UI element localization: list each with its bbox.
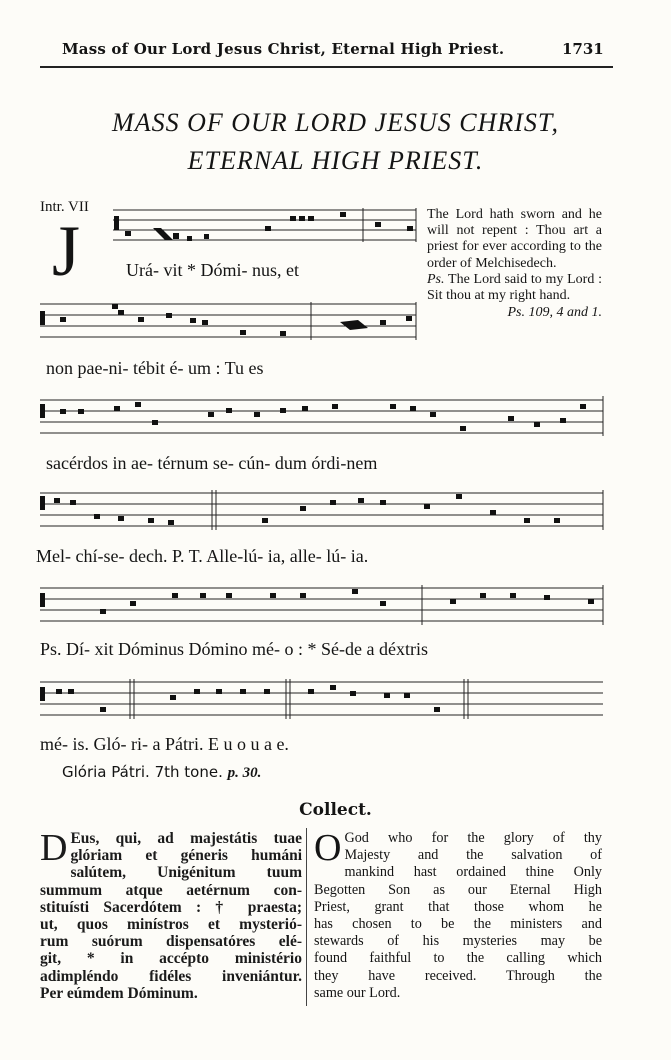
english-line: they have received. Through the <box>314 967 602 984</box>
gloria-page-ref: p. 30. <box>227 765 262 781</box>
chant-staff-6 <box>40 677 605 723</box>
chant-staff-5 <box>40 583 605 629</box>
column-divider <box>306 828 307 1006</box>
chant-staff-2 <box>40 300 418 346</box>
latin-line: rum suórum dispensatóres elé- <box>40 933 302 951</box>
page-number: 1731 <box>562 40 604 58</box>
english-line: same our Lord. <box>314 984 401 1001</box>
latin-line: ut, quos minístros et mysterió- <box>40 915 302 933</box>
latin-line: glóriam et géneris humáni <box>70 847 302 865</box>
scripture-reference: Ps. 109, 4 and 1. <box>507 305 602 321</box>
introit-lyric-2: non pae-ni- tébit é- um : Tu es <box>46 358 264 378</box>
latin-line: git, * in accépto ministério <box>40 950 302 968</box>
chant-staff-4 <box>40 488 605 536</box>
latin-drop-cap: D <box>40 827 68 869</box>
collect-english <box>314 827 602 1002</box>
mass-title-line2: ETERNAL HIGH PRIEST. <box>187 146 484 175</box>
staff-5-notation <box>40 583 605 629</box>
introit-lyric-4: Mel- chí-se- dech. P. T. Alle-lú- ia, alle- lú- ia. <box>36 546 369 566</box>
staff-3-notation <box>40 392 605 442</box>
gloria-note <box>62 763 261 782</box>
introit-lyric-5: Ps. Dí- xit Dóminus Dómino mé- o : * Sé-de a déxtris <box>40 639 428 659</box>
latin-line: adimpléndo fidéles inveniántur. <box>40 967 302 985</box>
introit-lyric-1: Urá- vit * Dómi- nus, et <box>126 260 299 280</box>
collect-latin <box>40 827 302 1002</box>
english-line: stewards of his mysteries may be <box>314 933 602 950</box>
latin-line: salútem, Unigénitum tuum <box>70 864 302 882</box>
latin-line: summum atque aetérnum con- <box>40 881 302 899</box>
translation-text: The Lord hath sworn and he will not repent : Thou art a priest for ever according to the order of Melchisedech. <box>427 207 602 271</box>
introit-mode-label: Intr. VII <box>40 199 89 215</box>
chant-staff-3 <box>40 392 605 442</box>
chant-staff-1 <box>113 208 418 246</box>
latin-line: Eus, qui, ad majestátis tuae <box>70 830 302 847</box>
latin-line: stituísti Sacerdótem : † praesta; <box>40 898 302 916</box>
staff-4-notation <box>40 488 605 536</box>
staff-2-notation <box>40 300 418 346</box>
introit-translation <box>427 207 602 321</box>
collect-heading: Collect. <box>299 800 372 820</box>
english-line: found faithful to the calling which <box>314 950 602 967</box>
psalm-text: The Lord said to my Lord : Sit thou at my right hand. <box>427 271 602 304</box>
latin-line: Per eúmdem Dóminum. <box>40 984 198 1002</box>
english-line: has chosen to be the ministers and <box>314 915 602 932</box>
running-header-title: Mass of Our Lord Jesus Christ, Eternal High Priest. <box>62 40 505 58</box>
staff-6-notation <box>40 677 605 723</box>
english-line: mankind hast ordained thine Only <box>344 864 602 881</box>
introit-lyric-3: sacérdos in ae- térnum se- cún- dum órdi-nem <box>46 453 378 473</box>
mass-title-line1: MASS OF OUR LORD JESUS CHRIST, <box>112 108 559 137</box>
introit-initial: J <box>52 211 81 291</box>
english-drop-cap: O <box>314 827 342 869</box>
english-line: Priest, grant that those whom he <box>314 898 602 915</box>
staff-1-notation <box>113 208 418 246</box>
psalm-label: Ps. <box>427 271 445 287</box>
gloria-note-text: Glória Pátri. 7th tone. <box>62 763 223 781</box>
english-line: God who for the glory of thy <box>344 830 602 846</box>
english-line: Majesty and the salvation of <box>344 847 602 864</box>
header-rule <box>40 66 613 68</box>
english-line: Begotten Son as our Eternal High <box>314 881 602 898</box>
translation-psalm <box>427 272 602 304</box>
introit-lyric-6: mé- is. Gló- ri- a Pátri. E u o u a e. <box>40 734 289 754</box>
